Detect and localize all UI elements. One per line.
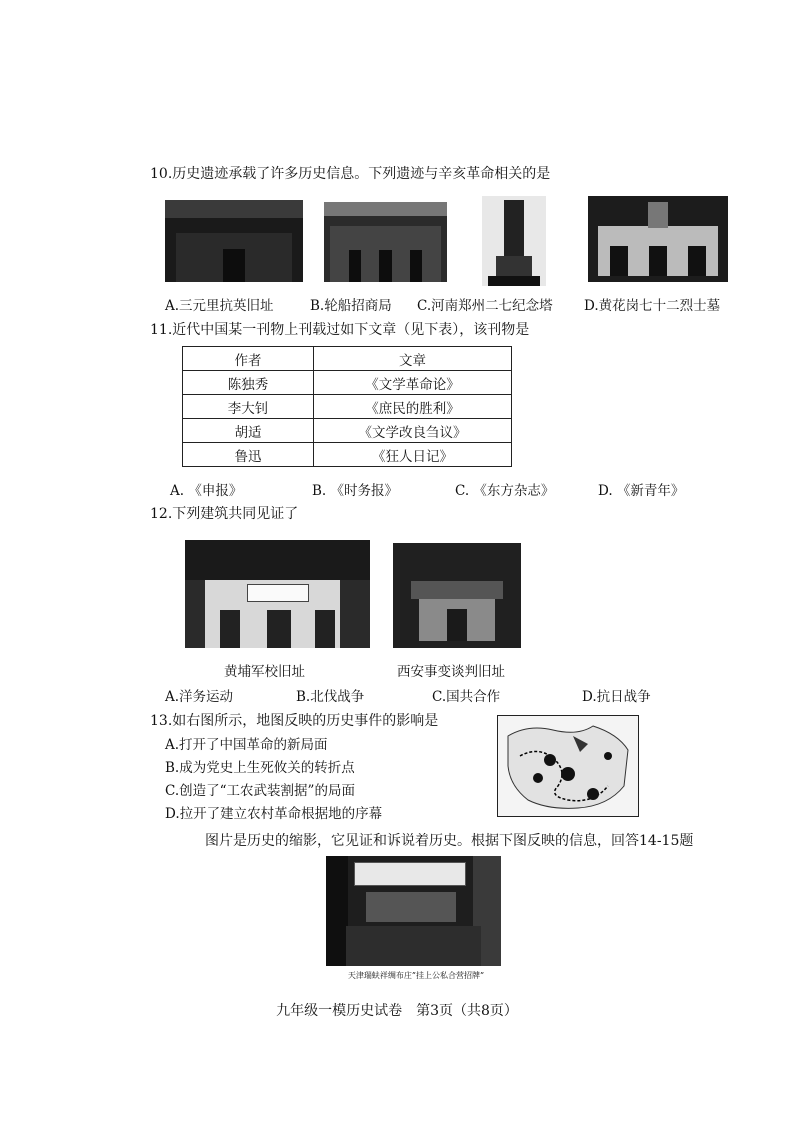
table-header-article: 文章	[314, 347, 512, 371]
table-row	[183, 395, 512, 419]
q12-caption-xian: 西安事变谈判旧址	[397, 664, 505, 680]
table-cell-article: 《文学改良刍议》	[314, 419, 512, 443]
route-map-graphic	[498, 716, 638, 816]
whampoa-academy-photo	[185, 540, 370, 648]
q11-table	[182, 346, 512, 467]
table-row	[183, 371, 512, 395]
table-header-author: 作者	[183, 347, 314, 371]
q11-option-b: B. 《时务报》	[312, 483, 399, 499]
xian-incident-site-photo	[393, 543, 521, 648]
q11-option-c: C. 《东方杂志》	[455, 483, 555, 499]
q12-caption-whampoa: 黄埔军校旧址	[224, 664, 305, 680]
table-row	[183, 443, 512, 467]
erqi-tower-photo	[482, 196, 546, 286]
table-cell-article: 《狂人日记》	[314, 443, 512, 467]
table-row	[183, 419, 512, 443]
huanghuagang-photo	[588, 196, 728, 282]
q13-option-a: A.打开了中国革命的新局面	[165, 737, 328, 753]
sanyuanli-photo	[165, 200, 303, 282]
q12-option-b: B.北伐战争	[296, 689, 365, 705]
q13-stem: 13.如右图所示，地图反映的历史事件的影响是	[150, 713, 439, 729]
q10-stem: 10.历史遗迹承载了许多历史信息。下列遗迹与辛亥革命相关的是	[150, 166, 551, 182]
q13-option-d: D.拉开了建立农村革命根据地的序幕	[165, 806, 383, 822]
table-cell-article: 《文学革命论》	[314, 371, 512, 395]
q10-option-c: C.河南郑州二七纪念塔	[417, 298, 553, 314]
q12-option-c: C.国共合作	[432, 689, 501, 705]
table-cell-author: 陈独秀	[183, 371, 314, 395]
ruifuxiang-photo	[326, 856, 501, 966]
q11-option-a: A. 《申报》	[170, 483, 243, 499]
intro-14-15: 图片是历史的缩影，它见证和诉说着历史。根据下图反映的信息，回答14-15题	[205, 833, 694, 849]
table-cell-author: 胡适	[183, 419, 314, 443]
q10-option-b: B.轮船招商局	[310, 298, 392, 314]
q13-option-c: C.创造了“工农武装割据”的局面	[165, 783, 355, 799]
page-footer: 九年级一模历史试卷 第3页（共8页）	[276, 1003, 518, 1019]
table-cell-article: 《庶民的胜利》	[314, 395, 512, 419]
q13-map	[497, 715, 639, 817]
table-header-row	[183, 347, 512, 371]
table-cell-author: 李大钊	[183, 395, 314, 419]
merchants-steamship-photo	[324, 202, 447, 282]
q12-stem: 12.下列建筑共同见证了	[150, 506, 299, 522]
q10-option-d: D.黄花岗七十二烈士墓	[584, 298, 721, 314]
q12-option-a: A.洋务运动	[165, 689, 234, 705]
q12-option-d: D.抗日战争	[582, 689, 651, 705]
q11-option-d: D. 《新青年》	[598, 483, 685, 499]
table-cell-author: 鲁迅	[183, 443, 314, 467]
q10-option-a: A.三元里抗英旧址	[165, 298, 274, 314]
q13-option-b: B.成为党史上生死攸关的转折点	[165, 760, 355, 776]
q11-stem: 11.近代中国某一刊物上刊载过如下文章（见下表），该刊物是	[150, 322, 530, 338]
photo-caption: 天津瑞蚨祥绸布庄”挂上公私合营招牌”	[347, 971, 485, 980]
